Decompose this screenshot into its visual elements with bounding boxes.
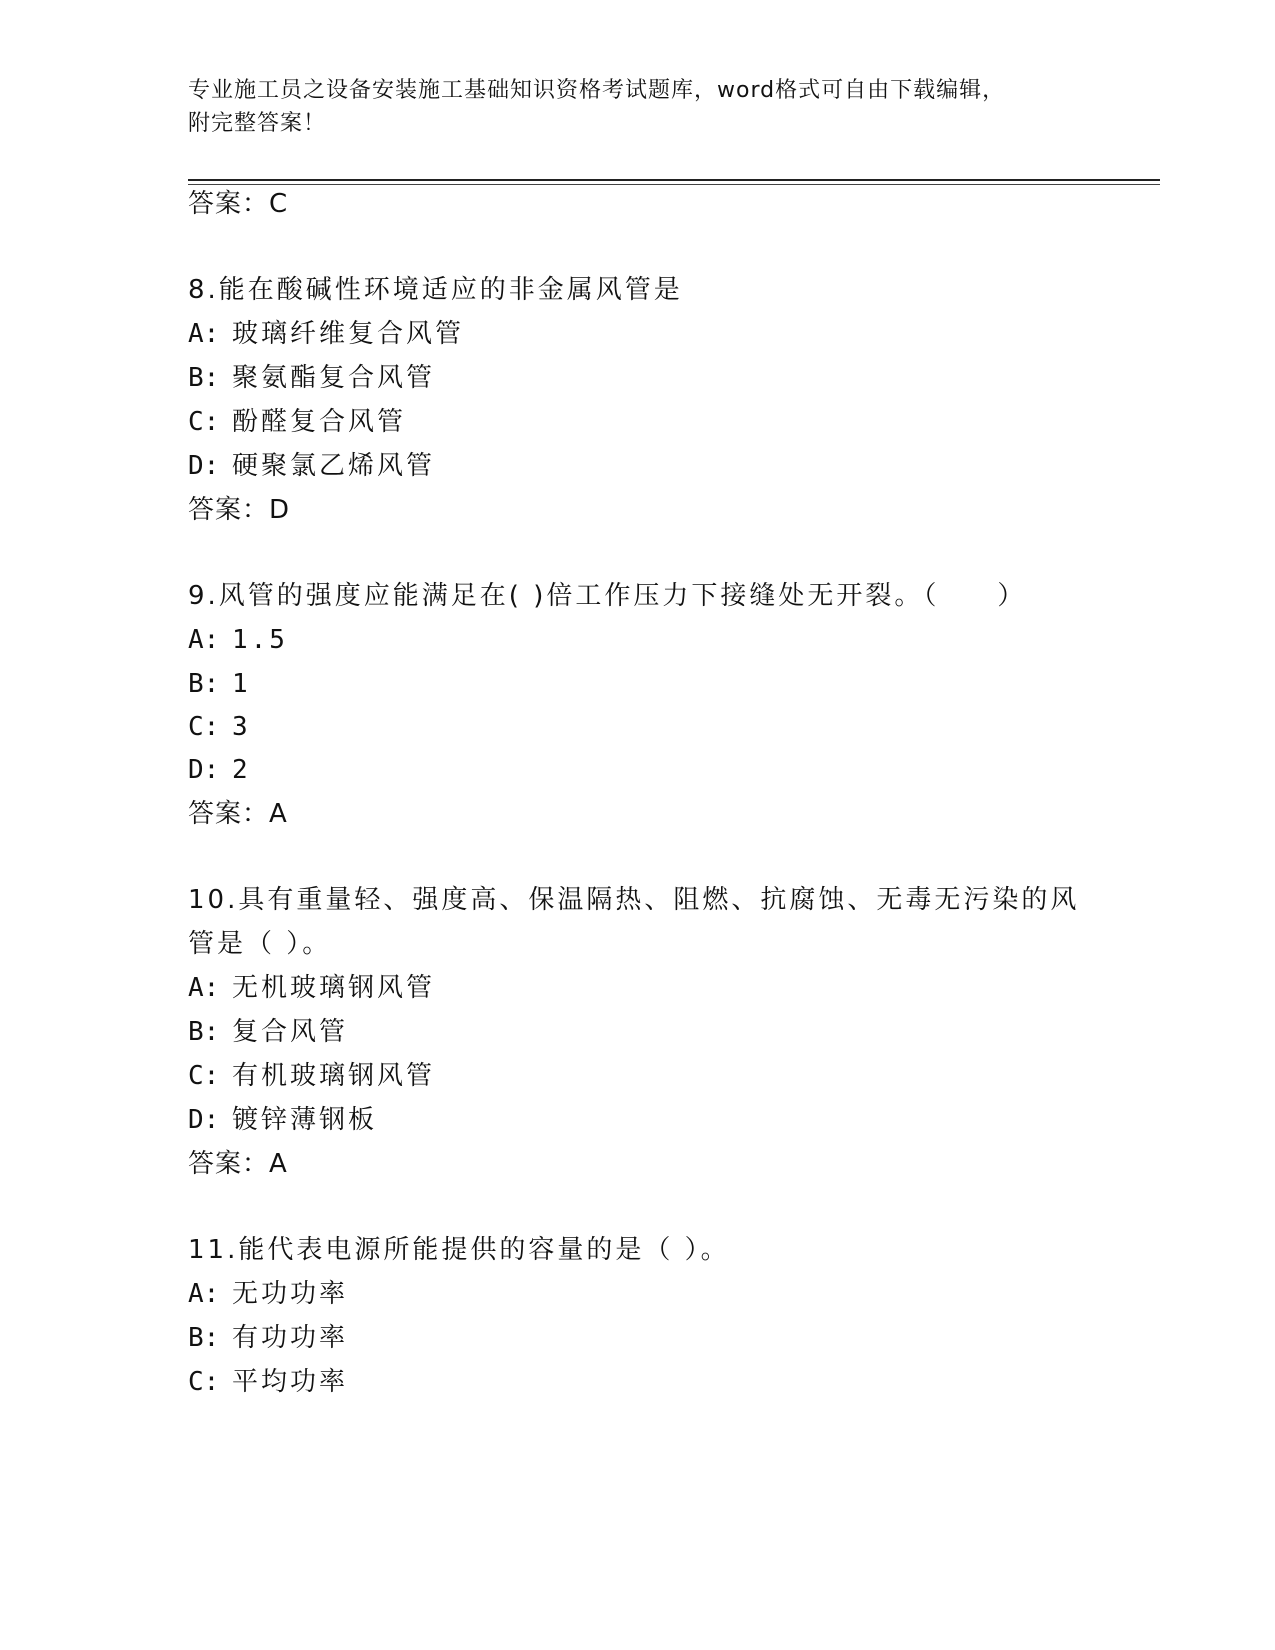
question-9-option-b	[188, 666, 251, 702]
question-10-option-a	[188, 970, 435, 1006]
question-8-option-a	[188, 316, 464, 352]
option-letter: D:	[188, 451, 220, 481]
question-8-option-b	[188, 360, 435, 396]
question-11-option-a	[188, 1276, 348, 1312]
header-divider-thick	[188, 179, 1160, 181]
option-text: 玻璃纤维复合风管	[232, 319, 465, 349]
option-letter: C:	[188, 407, 220, 437]
option-letter: B:	[188, 363, 220, 393]
question-9-option-d	[188, 752, 251, 788]
option-text: 聚氨酯复合风管	[232, 363, 436, 393]
option-letter: B:	[188, 1017, 220, 1047]
option-text: 酚醛复合风管	[232, 407, 407, 437]
header-line-1: 专业施工员之设备安装施工基础知识资格考试题库，word格式可自由下载编辑，	[188, 78, 1006, 103]
option-letter: D:	[188, 755, 220, 785]
document-header	[188, 74, 1088, 140]
option-letter: A:	[188, 1279, 220, 1309]
question-10-stem-line-2: 管是（ ）。	[188, 929, 332, 959]
option-text: 硬聚氯乙烯风管	[232, 451, 436, 481]
option-text: 3	[232, 712, 251, 742]
header-line-2: 附完整答案！	[188, 111, 327, 136]
question-8-stem: 8.能在酸碱性环境适应的非金属风管是	[188, 275, 683, 305]
question-10-option-c	[188, 1058, 435, 1094]
option-text: 平均功率	[232, 1367, 349, 1397]
option-text: 2	[232, 755, 251, 785]
option-text: 有功功率	[232, 1323, 349, 1353]
option-letter: A:	[188, 319, 220, 349]
option-letter: C:	[188, 1367, 220, 1397]
question-10-option-b	[188, 1014, 348, 1050]
option-letter: B:	[188, 1323, 220, 1353]
question-8-option-d	[188, 448, 435, 484]
question-8-option-c	[188, 404, 406, 440]
option-letter: A:	[188, 973, 220, 1003]
question-9-answer: 答案：A	[188, 799, 288, 829]
question-10-answer: 答案：A	[188, 1149, 288, 1179]
option-text: 镀锌薄钢板	[232, 1105, 378, 1135]
option-letter: A:	[188, 625, 220, 655]
option-letter: B:	[188, 669, 220, 699]
option-text: 无功功率	[232, 1279, 349, 1309]
option-letter: D:	[188, 1105, 220, 1135]
question-11-option-c	[188, 1364, 348, 1400]
header-divider-thin	[188, 184, 1160, 185]
question-9-option-a	[188, 622, 288, 658]
option-text: 无机玻璃钢风管	[232, 973, 436, 1003]
question-9-stem: 9.风管的强度应能满足在( )倍工作压力下接缝处无开裂。（ ）	[188, 581, 1027, 611]
previous-answer: 答案：C	[188, 189, 289, 219]
option-letter: C:	[188, 712, 220, 742]
option-text: 1	[232, 669, 251, 699]
option-text: 有机玻璃钢风管	[232, 1061, 436, 1091]
question-11-stem: 11.能代表电源所能提供的容量的是（ ）。	[188, 1235, 730, 1265]
question-10-option-d	[188, 1102, 377, 1138]
option-text: 1.5	[232, 625, 288, 655]
question-8-answer: 答案：D	[188, 495, 291, 525]
question-10-stem-line-1: 10.具有重量轻、强度高、保温隔热、阻燃、抗腐蚀、无毒无污染的风	[188, 885, 1080, 915]
option-letter: C:	[188, 1061, 220, 1091]
option-text: 复合风管	[232, 1017, 349, 1047]
question-9-option-c	[188, 709, 251, 745]
question-11-option-b	[188, 1320, 348, 1356]
